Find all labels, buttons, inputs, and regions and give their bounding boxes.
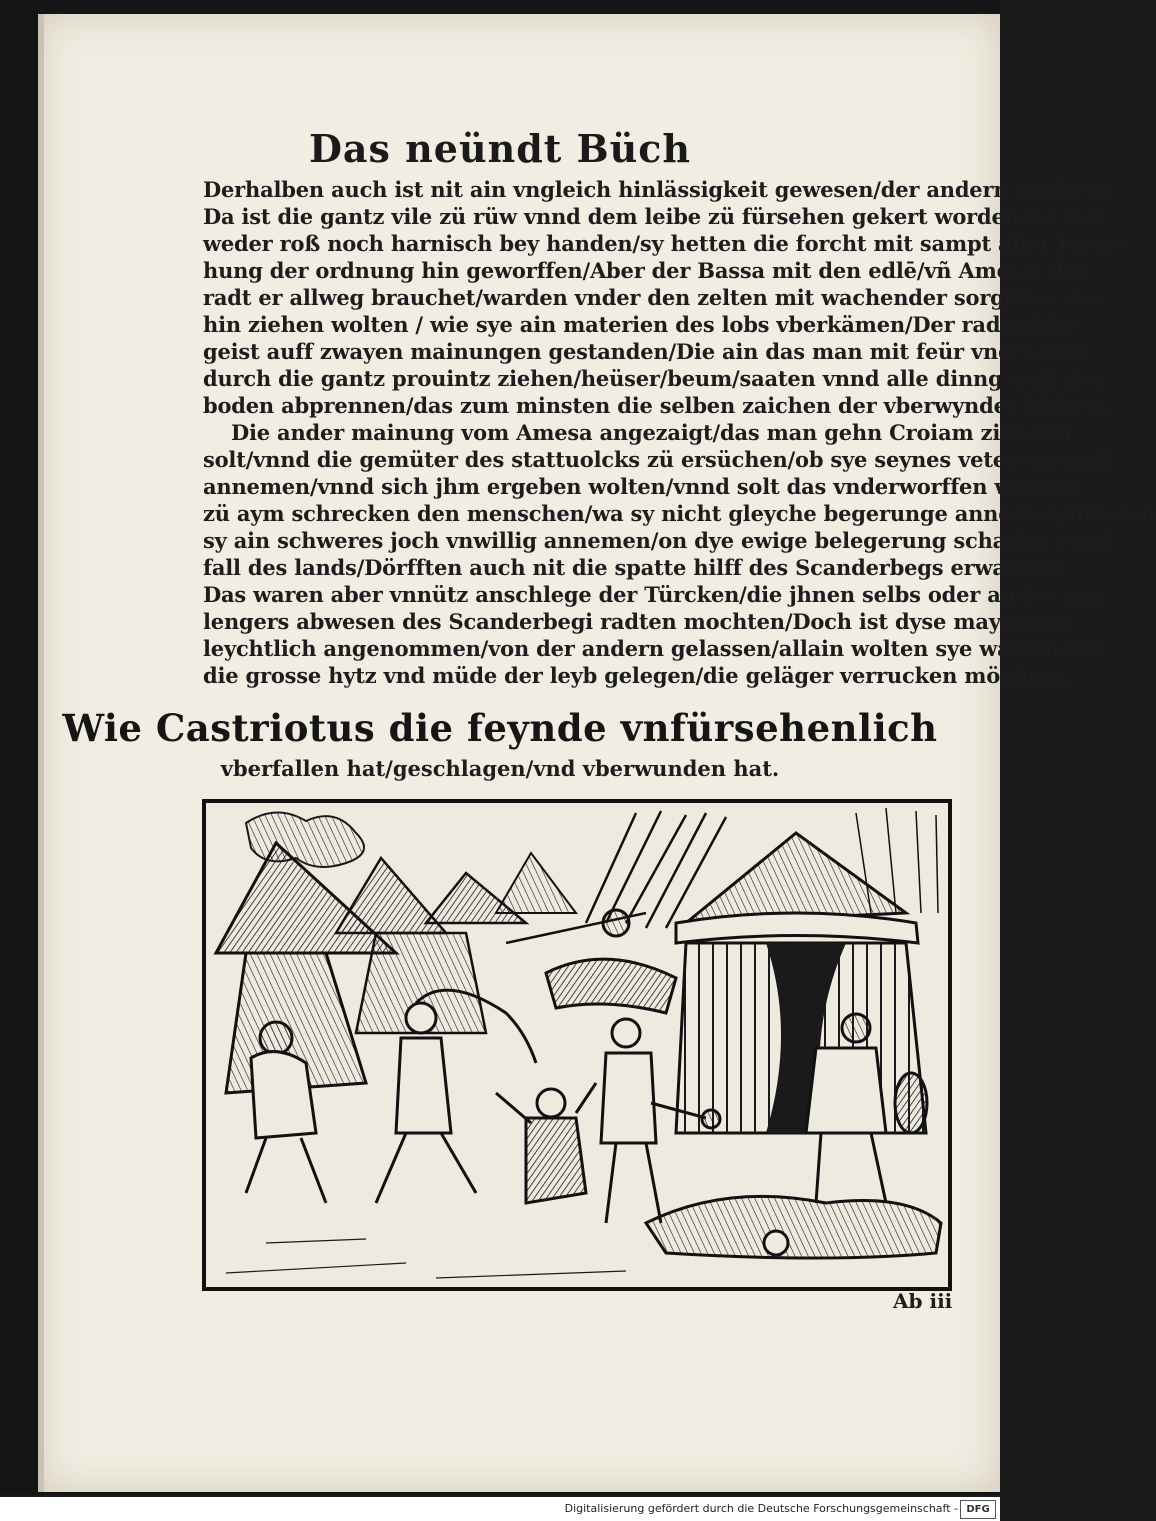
running-head: Das neündt Büch: [308, 126, 692, 171]
body-line: boden abprennen/das zum minsten die selben zaichen der vberwynder blyben.: [203, 393, 1109, 418]
body-line: durch die gantz prouintz ziehen/heüser/beum/saaten vnnd alle dinng auff den: [203, 366, 1106, 391]
woodcut-battle-scene-icon: [202, 799, 952, 1291]
chapter-subtitle: vberfallen hat/geschlagen/vnd vberwunden hat.: [220, 756, 780, 781]
body-line: hin ziehen wolten / wie sye ain materien des lobs vberkämen/Der radtschla-: [203, 312, 1079, 337]
body-line: fall des lands/Dörfften auch nit die spatte hilff des Scanderbegs erwarten/: [203, 555, 1062, 580]
body-line: Da ist die gantz vile zü rüw vnnd dem leibe zü fürsehen gekert worden/da was: [203, 204, 1106, 229]
body-line: Das waren aber vnnütz anschlege der Türcken/die jhnen selbs oder ander ayn: [203, 582, 1102, 607]
body-line: geist auff zwayen mainungen gestanden/Die ain das man mit feür vnd wafen: [203, 339, 1089, 364]
body-text: [203, 176, 1156, 689]
body-line: die grosse hytz vnd müde der leyb gelegen/die geläger verrucken möchten.: [203, 663, 1073, 688]
body-line: solt/vnnd die gemüter des stattuolcks zü ersüchen/ob sye seynes veters gewalt: [203, 447, 1112, 472]
body-line: Die ander mainung vom Amesa angezaigt/das man gehn Croiam ziehenn: [231, 420, 1072, 445]
dfg-logo-icon: DFG: [960, 1500, 996, 1519]
body-line: annemen/vnnd sich jhm ergeben wolten/vnnd solt das vnderworffen werden: [203, 474, 1079, 499]
body-line: leychtlich angenommen/von der andern gelassen/allain wolten sye warten biß: [203, 636, 1105, 661]
body-line: radt er allweg brauchet/warden vnder den zelten mit wachender sorge/wa sye: [203, 285, 1101, 310]
body-line: lengers abwesen des Scanderbegi radten mochten/Doch ist dyse maynunge: [203, 609, 1074, 634]
body-line: Derhalben auch ist nit ain vngleich hinlässigkeit gewesen/der andern wachen/: [203, 177, 1111, 202]
signature-mark: Ab iii: [893, 1289, 953, 1313]
digitization-credit: Digitalisierung gefördert durch die Deutsche Forschungsgemeinschaft -: [564, 1502, 958, 1515]
chapter-heading: [0, 706, 1000, 781]
body-line: sy ain schweres joch vnwillig annemen/on dye ewige belegerung schaden vnnd: [203, 528, 1113, 553]
chapter-title: Wie Castriotus die feynde vnfürsehenlich: [62, 706, 938, 750]
body-line: zü aym schrecken den menschen/wa sy nicht gleyche begerunge annemen/müsten: [203, 501, 1156, 526]
body-line: weder roß noch harnisch bey handen/sy hetten die forcht mit sampt aller fürse-: [203, 231, 1127, 256]
body-line: hung der ordnung hin geworffen/Aber der Bassa mit den edlē/vñ Amesa/ des: [203, 258, 1089, 283]
